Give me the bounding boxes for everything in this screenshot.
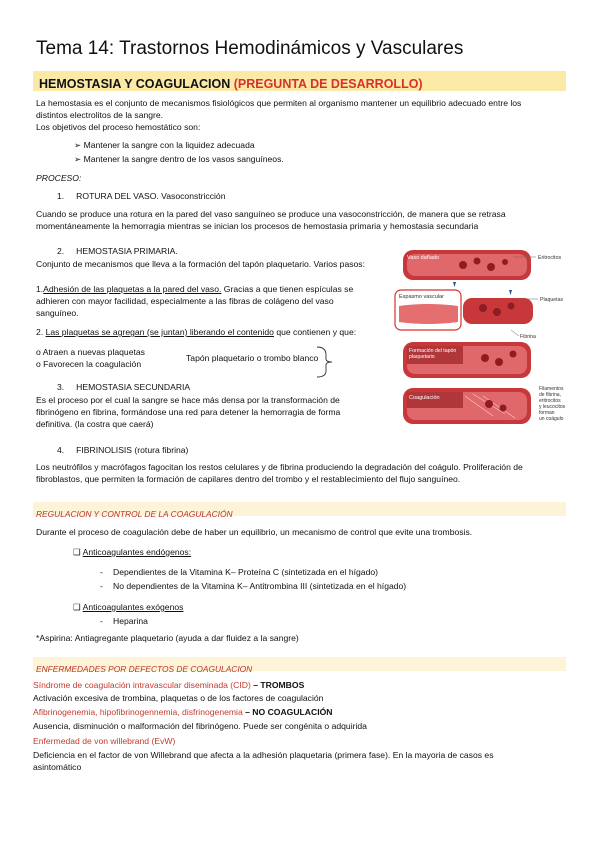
disease-von-willebrand-desc-1: Deficiencia en el factor de von Willebrand que afecta a la adhesión plaquetaria (primera fase). En la mayoria de casos es xyxy=(33,750,494,760)
step-1-text-2: momentáneamente la hemorragia mientras se inician los procesos de hemostasia primaria y hemostasia secundaria xyxy=(36,221,479,231)
label-espasmo: Espasmo vascular xyxy=(399,294,444,300)
anticoagulantes-endogenos: ❑ Anticoagulantes endógenos: xyxy=(73,547,192,557)
disease-afibrinogenemia: Afibrinogenemia, hipofibrinogennemia, disfrinogenemia – NO COAGULACIÓN xyxy=(33,707,333,717)
label-vaso-danado: Vaso dañado xyxy=(407,255,440,261)
step-2-point-2: 2. Las plaquetas se agregan (se juntan) liberando el contenido que contienen y que: xyxy=(36,327,357,337)
step-3-line-3: definitiva. (la costra que caerá) xyxy=(36,419,154,429)
intro-line-1: La hemostasia es el conjunto de mecanismos fisiológicos que permiten al organismo mantener un equilibrio adecuado entre los xyxy=(36,98,522,108)
label-eritrocitos: Eritrocitos xyxy=(538,255,562,261)
step-2-point-1: 1.Adhesión de las plaquetas a la pared del vaso. Gracias a que tienen espículas se xyxy=(36,284,354,294)
label-coagulacion: Coagulación xyxy=(409,395,440,401)
disease-afibrinogenemia-desc: Ausencia, disminución o malformación del fibrinógeno. Puede ser congénita o adquirida xyxy=(33,721,367,731)
step-2-option-2: o Favorecen la coagulación xyxy=(36,359,142,369)
step-2-text: Conjunto de mecanismos que lleva a la formación del tapón plaquetario. Varios pasos: xyxy=(36,259,365,269)
label-formacion: Formación del tapón plaquetario xyxy=(409,348,457,360)
section-header-enfermedades: ENFERMEDADES POR DEFECTOS DE COAGULACION xyxy=(33,657,566,671)
label-plaquetas: Plaquetas xyxy=(540,297,564,303)
page-title: Tema 14: Trastornos Hemodinámicos y Vasculares xyxy=(36,38,464,59)
step-1-text-1: Cuando se produce una rotura en la pared del vaso sanguíneo se produce una vasoconstricción, de manera que se retrasa xyxy=(36,209,506,219)
checkbox-bullet-icon: ❑ xyxy=(73,602,83,612)
step-1-heading: 1. ROTURA DEL VASO. Vasoconstricción xyxy=(57,191,226,201)
endogeno-item: - No dependientes de la Vitamina K– Antitrombina III (sintetizada en el hígado) xyxy=(100,581,407,591)
disease-cid: Síndrome de coagulación intravascular diseminada (CID) – TROMBOS xyxy=(33,680,305,690)
tapon-label: Tapón plaquetario o trombo blanco xyxy=(186,353,319,363)
step-4-line-2: fibroblastos, que permiten la formación de capilares dentro del trombo y el restablecimiento del flujo sanguíneo. xyxy=(36,474,461,484)
arrow-bullet-icon: ➢ xyxy=(74,154,84,164)
checkbox-bullet-icon: ❑ xyxy=(73,547,83,557)
step-3-line-1: Es el proceso por el cual la sangre se hace más densa por la transformación de xyxy=(36,395,340,405)
regulacion-intro: Durante el proceso de coagulación debe de haber un equilibrio, un mecanismo de control que evite una trombosis. xyxy=(36,527,473,537)
section-header-hemostasia xyxy=(33,71,566,91)
step-2-point-1-line-3: sanguíneo. xyxy=(36,308,79,318)
step-2-option-1: o Atraen a nuevas plaquetas xyxy=(36,347,145,357)
label-filamentos: Filamentos de fibrina, eritrocitos y leucocitos forman un coágulo xyxy=(539,386,566,422)
vessel-panel-coagulation xyxy=(403,386,567,424)
section-header-regulacion: REGULACION Y CONTROL DE LA COAGULACIÓN xyxy=(33,502,566,516)
step-3-line-2: fibrinógeno en fibrina, formándose una red para detener la hemorragia de forma xyxy=(36,407,341,417)
disease-von-willebrand: Enfermedad de von willebrand (EvW) xyxy=(33,736,176,746)
hemostasis-illustration xyxy=(393,246,573,438)
vessel-panel-damaged xyxy=(403,250,561,287)
intro-line-2: distintos electrolitos de la sangre. xyxy=(36,110,164,120)
arrow-down-icon xyxy=(509,290,512,295)
step-2-point-1-line-2: adhieren con mayor facilidad, especialmente a las fibras de colágeno del vaso xyxy=(36,296,334,306)
disease-von-willebrand-desc-2: asintomático xyxy=(33,762,82,772)
intro-line-3: Los objetivos del proceso hemostático son: xyxy=(36,122,201,132)
label-fibrina: Fibrina xyxy=(520,334,536,340)
step-4-line-1: Los neutrófilos y macrófagos fagocitan los restos celulares y de fibrina produciendo la degradación del coágulo. Proliferación de xyxy=(36,462,523,472)
step-3-heading: 3. HEMOSTASIA SECUNDARIA xyxy=(57,382,191,392)
objective-item: ➢ Mantener la sangre con la liquidez adecuada xyxy=(74,140,255,150)
step-2-heading: 2. HEMOSTASIA PRIMARIA. xyxy=(57,246,178,256)
step-4-heading: 4. FIBRINOLISIS (rotura fibrina) xyxy=(57,445,189,455)
exogeno-item: - Heparina xyxy=(100,616,148,626)
anticoagulantes-exogenos: ❑ Anticoagulantes exógenos xyxy=(73,602,184,612)
objective-item: ➢ Mantener la sangre dentro de los vasos sanguíneos. xyxy=(74,154,284,164)
aspirina-note: *Aspirina: Antiagregante plaquetario (ayuda a dar fluidez a la sangre) xyxy=(36,633,299,643)
header-main: HEMOSTASIA Y COAGULACION xyxy=(39,77,231,91)
endogeno-item: - Dependientes de la Vitamina K– Proteína C (sintetizada en el hígado) xyxy=(100,567,378,577)
disease-cid-desc: Activación excesiva de trombina, plaquetas o de los factores de coagulación xyxy=(33,693,324,703)
vessel-panel-spasm xyxy=(395,290,563,340)
curly-brace-icon xyxy=(314,345,336,379)
vessel-panel-plug xyxy=(403,342,531,378)
proceso-label: PROCESO: xyxy=(36,173,82,183)
arrow-bullet-icon: ➢ xyxy=(74,140,84,150)
arrow-down-icon xyxy=(453,282,456,287)
header-note: (PREGUNTA DE DESARROLLO) xyxy=(233,77,423,91)
